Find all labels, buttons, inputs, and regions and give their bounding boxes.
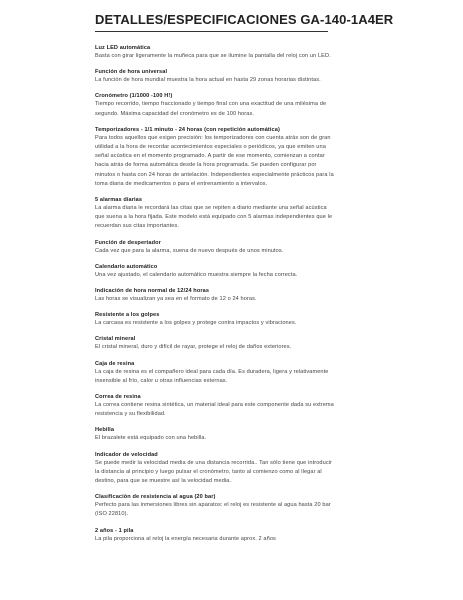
spec-list	[95, 44, 335, 544]
spec-item-resin-band	[95, 393, 335, 419]
spec-description: Tiempo recorrido, tiempo fraccionado y tiempo final con una exactitud de una milésima de segundo. Máxima capacidad del cronómetro es de 100 horas.	[95, 101, 327, 117]
spec-description: La función de hora mundial muestra la hora actual en hasta 29 zonas horarias distintas.	[95, 77, 321, 84]
spec-description: Cada vez que para la alarma, suena de nuevo después de unos minutos.	[95, 247, 284, 254]
spec-description: El cristal mineral, duro y difícil de rayar, protege el reloj de daños exteriores.	[95, 344, 292, 351]
title-underline	[95, 31, 328, 32]
spec-label: Indicador de velocidad	[95, 451, 158, 458]
spec-description: Para todos aquellos que exigen precisión: los temporizadores con cuenta atrás son de gran utilidad a la hora de recordar acontecimientos especiales o periódicos, ya que emiten una señal acústica en el momento programado. A partir de ese momento, comienzan a contar hacia atrás de forma automática desde la hora programada. Se pueden configurar por minutos o hasta con 24 horas de antelación. Independientes especialmente prácticos para la toma diaria de medicamentos o para el entrenamiento a intervalos.	[95, 134, 334, 187]
spec-description: Basta con girar ligeramente la muñeca para que se ilumine la pantalla del reloj con un LED.	[95, 53, 331, 59]
spec-item-timers	[95, 126, 335, 189]
spec-item-mineral-glass	[95, 335, 335, 352]
spec-item-auto-calendar	[95, 263, 335, 280]
spec-label: Correa de resina	[95, 394, 141, 401]
spec-item-12-24-format	[95, 287, 335, 304]
spec-item-world-time	[95, 68, 335, 85]
spec-label: Resistente a los golpes	[95, 312, 160, 319]
spec-label: Clasificación de resistencia al agua (20 bar)	[95, 494, 216, 501]
spec-label: Luz LED automática	[95, 45, 151, 51]
spec-label: Hebilla	[95, 427, 115, 434]
spec-description: La carcasa es resistente a los golpes y protege contra impactos y vibraciones.	[95, 320, 297, 327]
spec-label: 5 alarmas diarias	[95, 197, 143, 204]
spec-item-water-resistance	[95, 493, 335, 519]
spec-description: Se puede medir la velocidad media de una distancia recorrida.. Tan sólo tiene que introducir la distancia al principio y luego pulsar el cronómetro, tanto al comienzo como al llegar al destino, para que se muestre así la velocidad media.	[95, 459, 333, 485]
page-title: DETALLES/ESPECIFICACIONES GA-140-1A4ER	[95, 12, 394, 27]
spec-description: La pila proporciona al reloj la energía necesaria durante aprox. 2 años	[95, 535, 276, 542]
spec-item-shock-resistant	[95, 311, 335, 328]
spec-label: Caja de resina	[95, 360, 135, 367]
spec-item-stopwatch	[95, 92, 335, 118]
spec-label: Función de despertador	[95, 239, 161, 246]
spec-item-buckle	[95, 426, 335, 443]
spec-item-speed-indicator	[95, 451, 335, 487]
spec-description: El brazalete está equipado con una hebilla.	[95, 435, 207, 442]
spec-label: Función de hora universal	[95, 69, 168, 76]
spec-label: Cronómetro (1/1000 -100 H!)	[95, 93, 173, 100]
spec-label: Cristal mineral	[95, 336, 136, 343]
spec-description: La alarma diaria le recordará las citas que se repiten a diario mediante una señal acústica que suena a la hora fijada. Este modelo está equipado con 5 alarmas independientes que le recuerdan sus citas importantes.	[95, 205, 333, 230]
spec-description: Las horas se visualizan ya sea en el formato de 12 o 24 horas.	[95, 296, 257, 303]
spec-label: Temporizadores - 1/1 minuto - 24 horas (con repetición automática)	[95, 126, 280, 133]
spec-label: Indicación de hora normal de 12/24 horas	[95, 288, 210, 295]
spec-item-daily-alarms	[95, 196, 335, 232]
spec-description: La caja de resina es el compañero ideal para cada día. Es duradera, ligera y relativamente insensible al frío, calor u otras influencias externas.	[95, 368, 329, 384]
spec-item-snooze	[95, 239, 335, 256]
spec-description: Una vez ajustado, el calendario automático muestra siempre la fecha correcta.	[95, 271, 298, 278]
spec-item-battery	[95, 527, 335, 544]
spec-item-resin-case	[95, 360, 335, 386]
spec-label: 2 años - 1 pila	[95, 527, 134, 534]
spec-description: La correa contiene resina sintética, un material ideal para este componente dada su extrema resistencia y su flexibilidad.	[95, 402, 334, 418]
spec-item-led-light	[95, 44, 335, 61]
spec-label: Calendario automático	[95, 263, 158, 270]
spec-description: Perfecto para las inmersiones libres sin aparatos: el reloj es resistente al agua hasta 20 bar (ISO 22810).	[95, 502, 331, 518]
